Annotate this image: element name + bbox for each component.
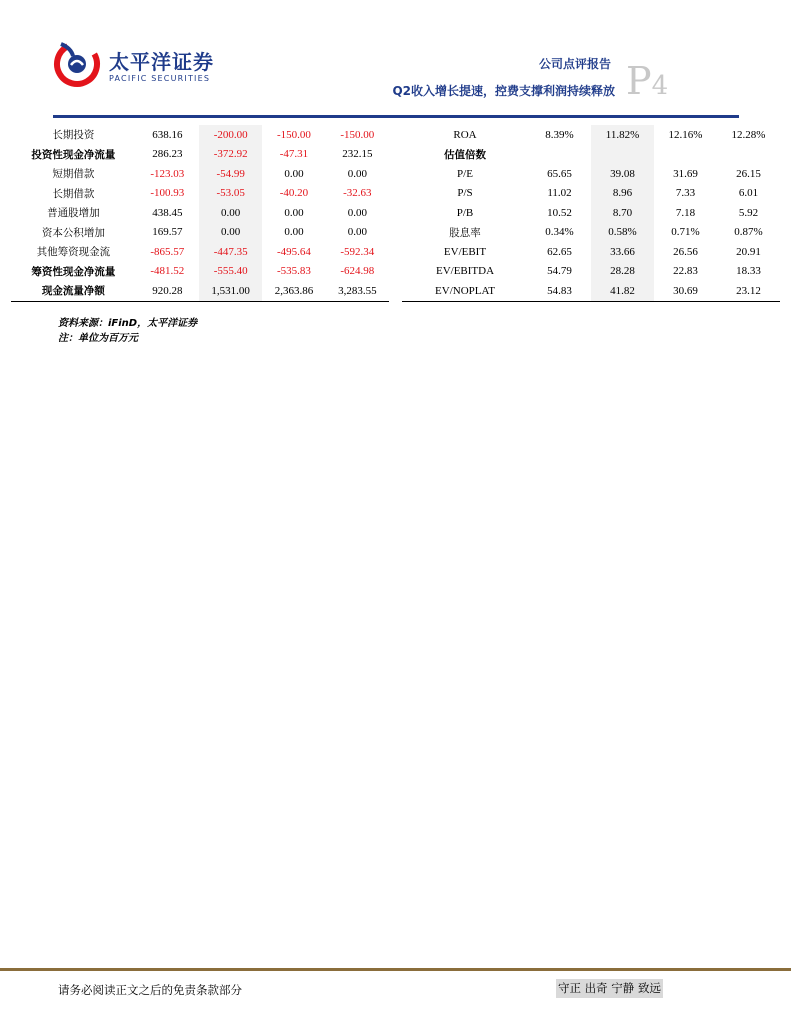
row-label: 其他筹资现金流 [36,246,111,259]
footer-divider [0,968,791,971]
table-row [11,281,389,301]
table-row [11,223,389,243]
value-cell [717,145,780,165]
table-row [402,145,780,165]
cashflow-table [11,125,389,302]
value-cell: 8.96 [591,184,654,204]
value-cell: -53.05 [199,184,262,204]
value-cell: -32.63 [343,187,372,200]
company-logo [53,38,213,98]
table-row [11,262,389,282]
value-cell: 30.69 [654,281,717,301]
value-cell: -47.31 [279,148,309,161]
table-row [11,125,389,145]
table-row [11,203,389,223]
table-row [11,184,389,204]
value-cell: 11.82% [591,125,654,145]
value-cell: 20.91 [736,245,761,258]
value-cell: 0.00 [199,203,262,223]
value-cell: -535.83 [277,265,311,278]
row-label: 普通股增加 [47,207,100,220]
value-cell: 26.15 [736,167,761,180]
value-cell: 0.00 [284,226,304,239]
table-row [11,164,389,184]
value-cell: 2,363.86 [262,281,325,301]
value-cell: 0.00 [347,226,367,239]
value-cell: 12.16% [668,128,703,141]
page-number-letter: P [626,59,652,103]
value-cell: -495.64 [277,245,311,258]
value-cell: 39.08 [591,164,654,184]
row-label: 现金流量净额 [11,281,136,301]
value-cell: -150.00 [340,128,375,141]
page-number-digit: 4 [651,71,669,101]
value-cell: -865.57 [150,245,185,258]
row-label: 资本公积增加 [41,226,105,239]
value-cell: -592.34 [340,245,375,258]
value-cell: 11.02 [547,187,572,200]
value-cell: 0.00 [347,167,367,180]
data-source-note: 资料来源：iFinD，太平洋证券 [58,318,198,329]
value-cell: -200.00 [199,125,262,145]
value-cell: 638.16 [152,128,183,141]
table-row [402,125,780,145]
row-label: P/S [457,187,473,200]
row-label: 长期借款 [52,187,95,200]
value-cell: 7.33 [675,187,696,200]
value-cell: 6.01 [738,187,759,200]
value-cell: 0.58% [591,223,654,243]
table-row [402,184,780,204]
value-cell: -481.52 [150,265,185,278]
row-label: 投资性现金净流量 [31,148,116,161]
header-divider [53,115,739,118]
value-cell: 65.65 [547,167,572,180]
table-row [402,242,780,262]
footer-disclaimer: 请务必阅读正文之后的免责条款部分 [58,983,242,997]
table-row [402,164,780,184]
value-cell: 0.71% [671,226,700,239]
table-row [402,281,780,301]
table-row [402,262,780,282]
value-cell: 31.69 [673,167,698,180]
row-label: 短期借款 [52,168,95,181]
table-notes [58,316,197,346]
value-cell: 26.56 [673,245,698,258]
value-cell: 8.39% [545,128,574,141]
value-cell: 54.79 [547,265,572,278]
value-cell: 8.70 [591,203,654,223]
row-label: EV/NOPLAT [402,281,528,301]
logo-name-cn: 太平洋证券 [109,50,214,74]
value-cell: 0.00 [199,223,262,243]
row-label: 筹资性现金净流量 [31,265,116,278]
value-cell [528,145,591,165]
value-cell: 22.83 [673,265,698,278]
row-label: 估值倍数 [444,148,486,161]
value-cell: 54.83 [528,281,591,301]
value-cell: 3,283.55 [326,281,389,301]
value-cell: 0.34% [545,226,574,239]
value-cell: -372.92 [199,145,262,165]
pacific-securities-logo-icon [53,38,101,88]
page-number [626,59,669,103]
value-cell: -40.20 [279,187,309,200]
table-row [402,223,780,243]
value-cell: 23.12 [717,281,780,301]
row-label: 长期投资 [52,129,95,142]
table-row [402,203,780,223]
value-cell: 169.57 [152,226,183,239]
footer-motto: 守正 出奇 宁静 致远 [556,979,663,998]
report-headline: Q2收入增长提速，控费支撑利润持续释放 [392,84,615,98]
value-cell: 0.00 [284,167,304,180]
value-cell: -123.03 [150,167,185,180]
value-cell: 920.28 [136,281,199,301]
logo-name-en: PACIFIC SECURITIES [109,74,211,83]
table-row [11,242,389,262]
value-cell: 0.00 [347,206,367,219]
value-cell: 18.33 [736,265,761,278]
value-cell: 0.00 [284,206,304,219]
valuation-table [402,125,780,302]
report-type: 公司点评报告 [538,57,611,71]
value-cell: 41.82 [591,281,654,301]
value-cell: 286.23 [152,148,183,161]
value-cell: 28.28 [591,262,654,282]
value-cell: -624.98 [340,265,375,278]
value-cell: 62.65 [547,245,572,258]
row-label: EV/EBIT [443,245,487,258]
table-row [11,145,389,165]
value-cell: -150.00 [277,128,311,141]
value-cell: 232.15 [342,148,373,161]
value-cell: 7.18 [675,206,696,219]
value-cell: 438.45 [152,206,183,219]
row-label: P/B [456,206,474,219]
value-cell: 0.87% [734,226,763,239]
value-cell: 33.66 [591,242,654,262]
value-cell [654,145,717,165]
value-cell: 12.28% [731,128,766,141]
unit-note: 注：单位为百万元 [58,333,138,344]
row-label: ROA [453,128,477,141]
row-label: P/E [457,167,473,180]
row-label: 股息率 [449,226,481,239]
value-cell: 5.92 [738,206,759,219]
value-cell: -447.35 [199,242,262,262]
value-cell: -54.99 [199,164,262,184]
value-cell: 10.52 [547,206,572,219]
row-label: EV/EBITDA [435,265,495,278]
value-cell: -555.40 [199,262,262,282]
value-cell: -100.93 [150,187,185,200]
value-cell: 1,531.00 [199,281,262,301]
value-cell [591,145,654,165]
